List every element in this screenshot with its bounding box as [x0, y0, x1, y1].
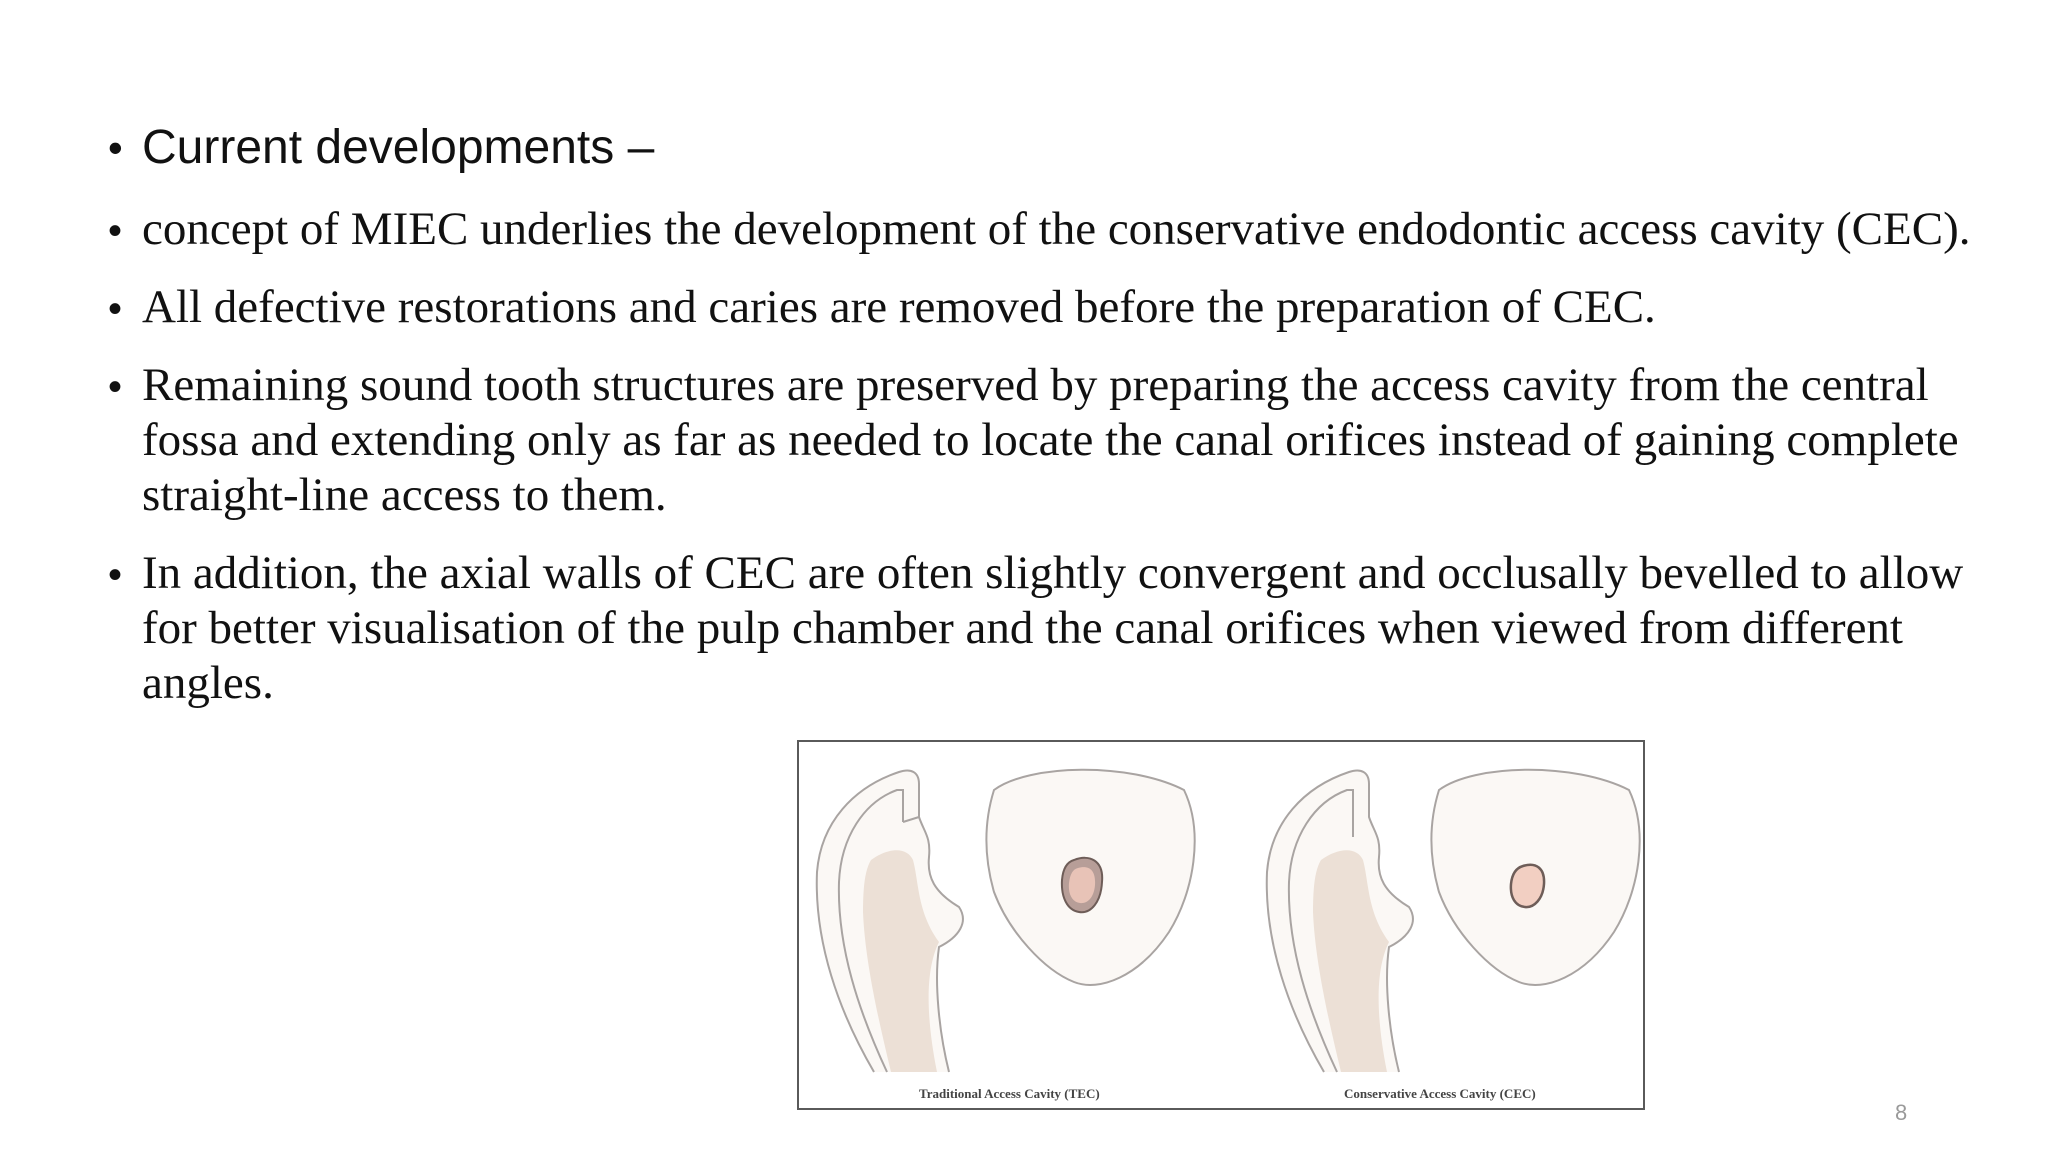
cec-occlusal-view [1432, 770, 1640, 985]
bullet-dot: • [108, 365, 123, 409]
bullet-text: In addition, the axial walls of CEC are often slightly convergent and occlusally bevelled to allow for better visualisation of the pulp chamber and the canal orifices when viewed from different angles. [142, 547, 1964, 709]
cec-section-view [1267, 771, 1413, 1073]
tec-occlusal-view [987, 770, 1195, 985]
access-cavity-figure [797, 740, 1645, 1110]
heading-text: Current developments – [142, 121, 655, 174]
bullet-item [100, 546, 2000, 711]
caption-tec: Traditional Access Cavity (TEC) [919, 1086, 1100, 1101]
bullet-item [100, 280, 2000, 335]
bullet-text: concept of MIEC underlies the development of the conservative endodontic access cavity (CEC). [142, 203, 1971, 255]
bullet-dot: • [108, 124, 123, 171]
caption-cec: Conservative Access Cavity (CEC) [1344, 1086, 1536, 1101]
bullet-list [100, 118, 2000, 734]
tooth-illustration [799, 742, 1645, 1110]
bullet-item [100, 202, 2000, 257]
bullet-dot: • [108, 287, 123, 331]
bullet-item [100, 358, 2000, 523]
bullet-dot: • [108, 553, 123, 597]
bullet-text: All defective restorations and caries are removed before the preparation of CEC. [142, 281, 1656, 333]
page-number: 8 [1895, 1100, 1908, 1125]
bullet-text: Remaining sound tooth structures are preserved by preparing the access cavity from the central fossa and extending only as far as needed to locate the canal orifices instead of gaining complete straight-line access to them. [142, 359, 1959, 521]
bullet-heading [100, 118, 2000, 178]
tec-section-view [817, 771, 963, 1073]
bullet-dot: • [108, 209, 123, 253]
